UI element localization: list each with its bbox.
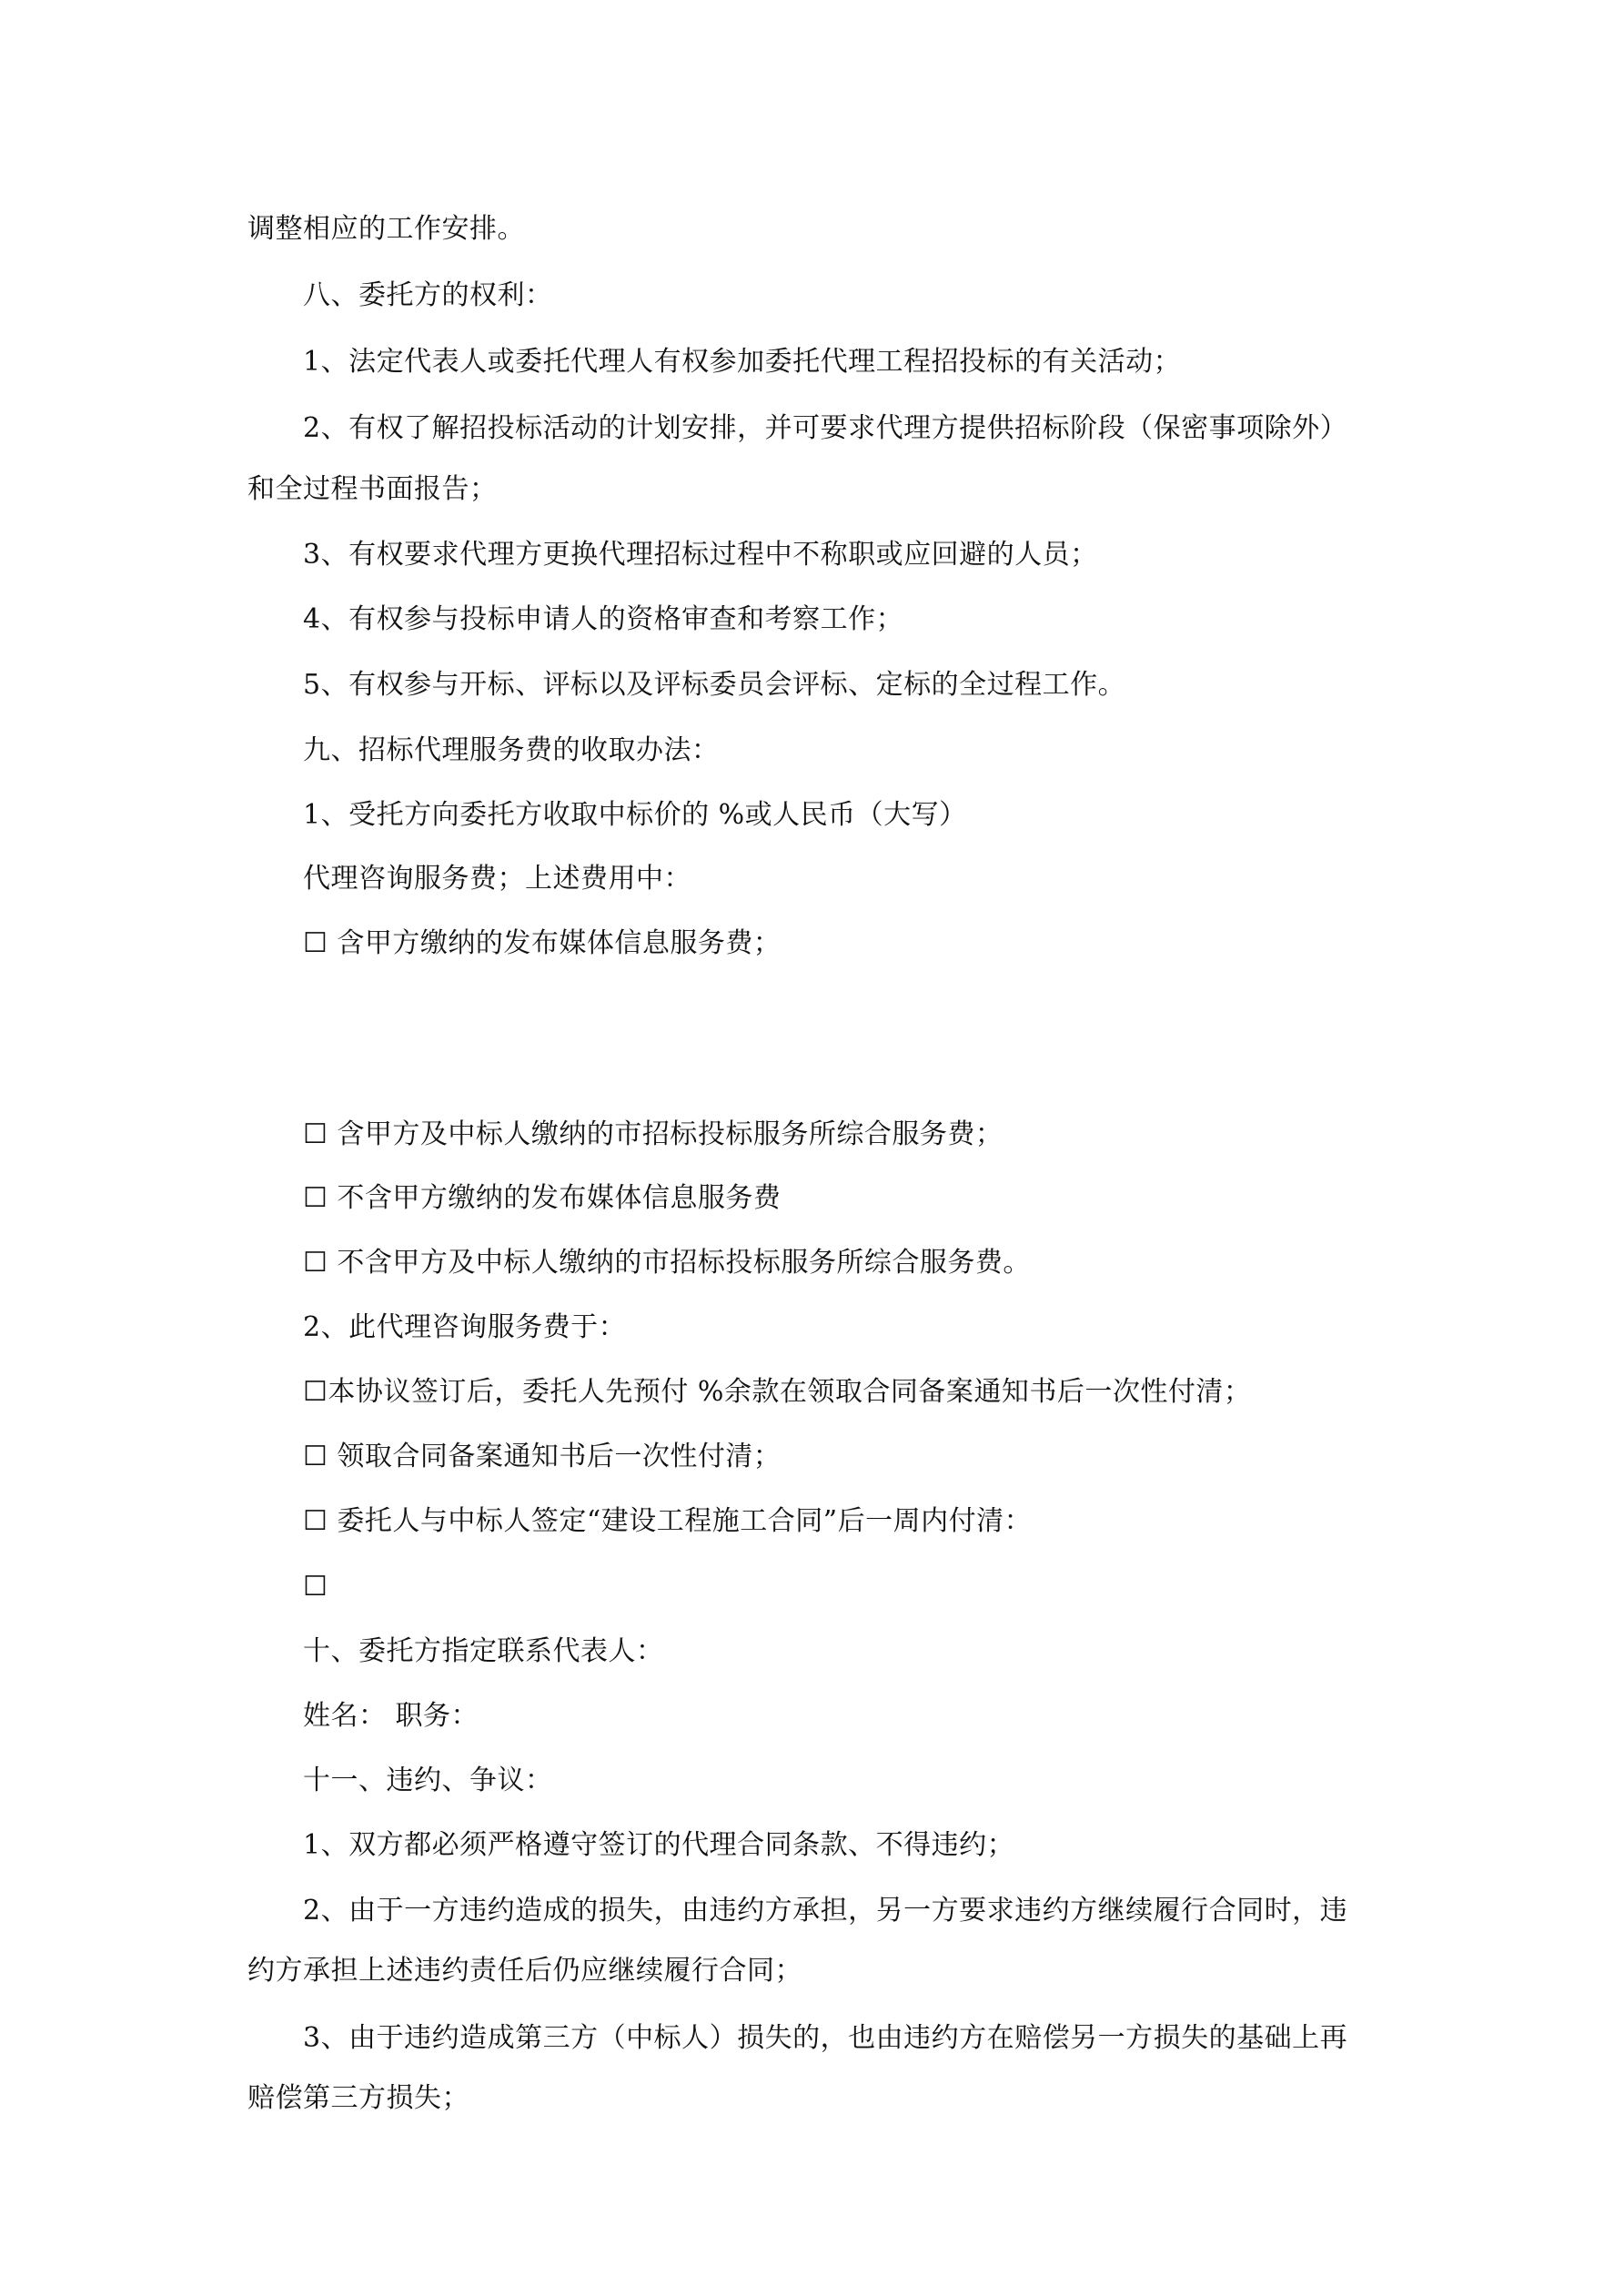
paragraph-line: 1、受托方向委托方收取中标价的 %或人民币（大写）: [303, 799, 967, 831]
paragraph-line: 1、法定代表人或委托代理人有权参加委托代理工程招投标的有关活动；: [303, 346, 1182, 378]
paragraph-line: 5、有权参与开标、评标以及评标委员会评标、定标的全过程工作。: [303, 669, 1126, 701]
paragraph-line: 约方承担上述违约责任后仍应继续履行合同；: [247, 1955, 802, 1987]
paragraph-line: 2、有权了解招投标活动的计划安排，并可要求代理方提供招标阶段（保密事项除外）: [303, 412, 1348, 444]
paragraph-line: 代理咨询服务费；上述费用中：: [303, 863, 691, 895]
paragraph-line: 调整相应的工作安排。: [247, 213, 525, 245]
checkbox-option: ☐ 领取合同备案通知书后一次性付清；: [303, 1441, 782, 1472]
paragraph-line: 2、由于一方违约造成的损失，由违约方承担，另一方要求违约方继续履行合同时，违: [303, 1895, 1348, 1927]
checkbox-option: ☐ 不含甲方缴纳的发布媒体信息服务费: [303, 1182, 782, 1214]
checkbox-option: ☐ 委托人与中标人签定“建设工程施工合同”后一周内付清：: [303, 1505, 1033, 1537]
checkbox-option: ☐本协议签订后，委托人先预付 %余款在领取合同备案通知书后一次性付清；: [303, 1376, 1252, 1408]
paragraph-line: 赔偿第三方损失；: [247, 2082, 469, 2114]
section-heading: 八、委托方的权利：: [303, 279, 553, 311]
paragraph-line: 3、由于违约造成第三方（中标人）损失的，也由违约方在赔偿另一方损失的基础上再: [303, 2022, 1348, 2054]
checkbox-option: ☐ 含甲方及中标人缴纳的市招标投标服务所综合服务费；: [303, 1118, 1004, 1150]
paragraph-line: 1、双方都必须严格遵守签订的代理合同条款、不得违约；: [303, 1829, 1015, 1861]
section-heading: 九、招标代理服务费的收取办法：: [303, 734, 720, 766]
section-heading: 十一、违约、争议：: [303, 1765, 553, 1796]
checkbox-option: ☐ 不含甲方及中标人缴纳的市招标投标服务所综合服务费。: [303, 1247, 1031, 1279]
paragraph-line: 和全过程书面报告；: [247, 473, 498, 505]
paragraph-line: 3、有权要求代理方更换代理招标过程中不称职或应回避的人员；: [303, 539, 1098, 571]
section-heading: 十、委托方指定联系代表人：: [303, 1635, 664, 1667]
checkbox-option: ☐: [303, 1571, 328, 1603]
paragraph-line: 姓名： 职务：: [303, 1700, 479, 1732]
paragraph-line: 4、有权参与投标申请人的资格审查和考察工作；: [303, 603, 904, 635]
checkbox-option: ☐ 含甲方缴纳的发布媒体信息服务费；: [303, 927, 782, 959]
paragraph-line: 2、此代理咨询服务费于：: [303, 1311, 627, 1343]
